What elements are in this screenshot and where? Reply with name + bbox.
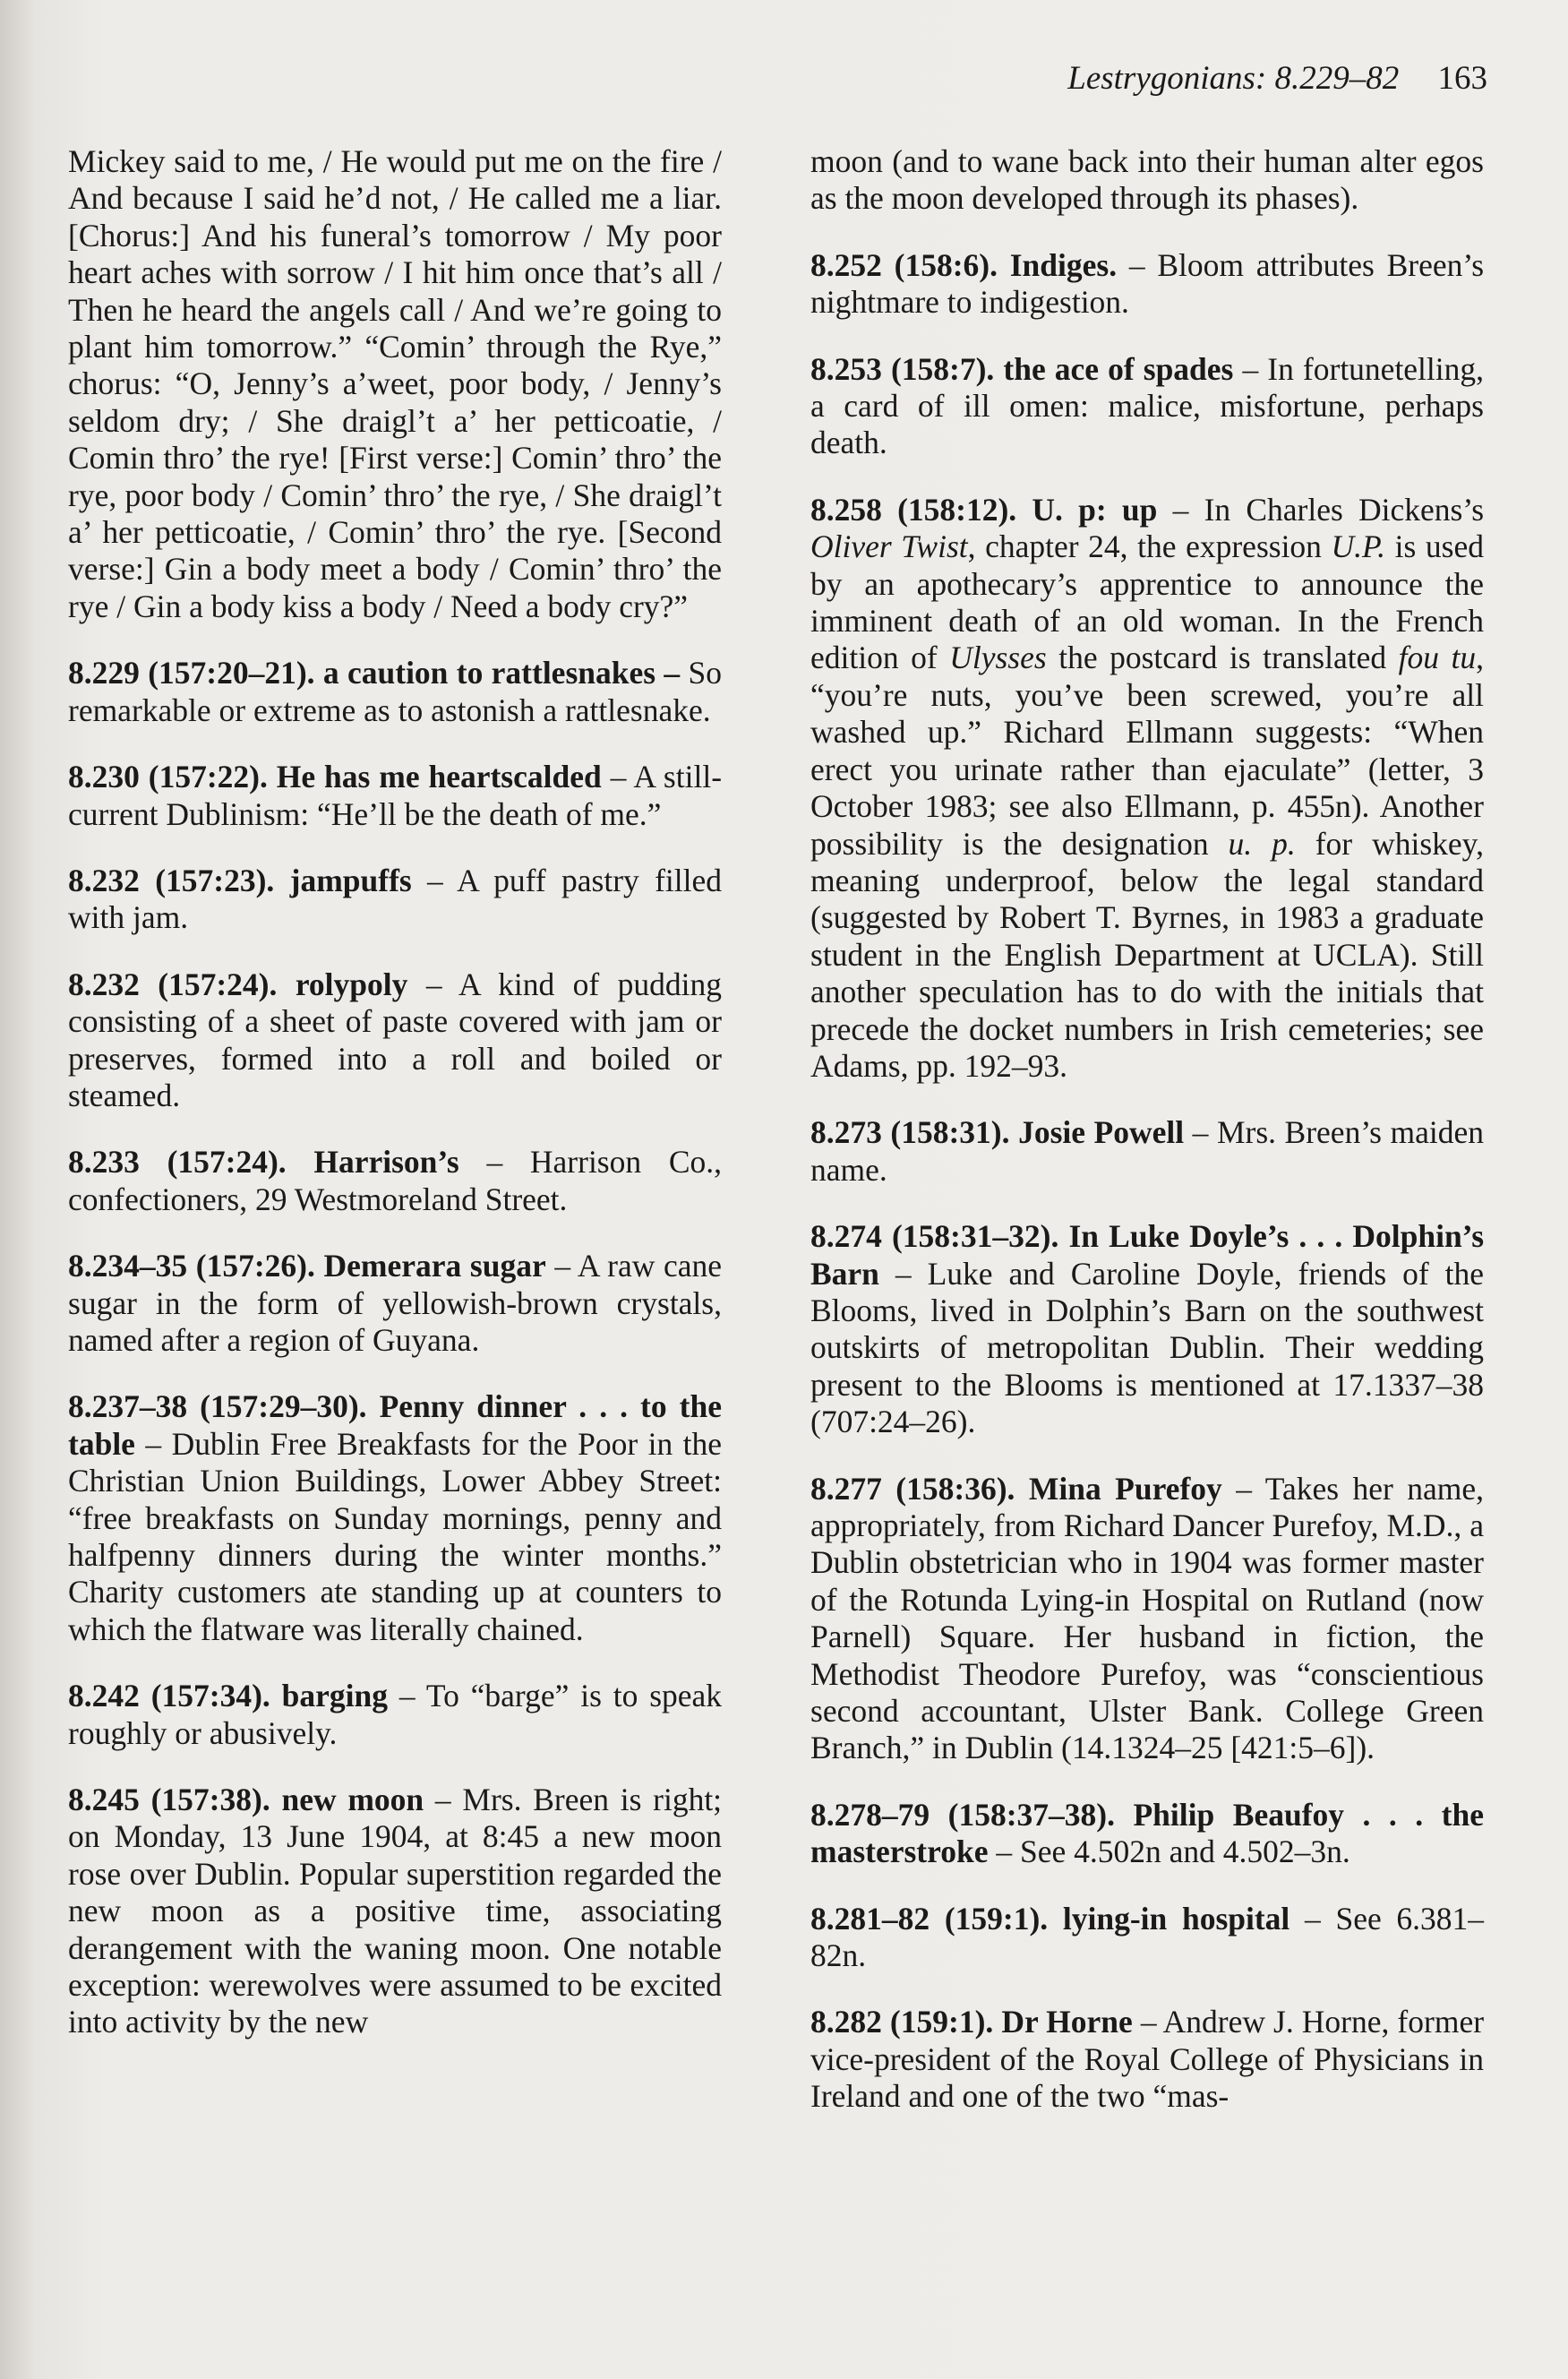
entry-gloss-italic: fou tu xyxy=(1398,640,1477,676)
entry-continuation xyxy=(68,143,722,625)
entry-ref: 8.233 (157:24). xyxy=(68,1144,287,1181)
entry-dash: – xyxy=(610,759,627,795)
entry-ref: 8.277 (158:36). xyxy=(810,1470,1015,1507)
entry-gloss: In Charles Dickens’s xyxy=(1204,491,1485,528)
entry-gloss-italic: u. p. xyxy=(1228,825,1296,862)
running-title: Lestrygonians: 8.229–82 xyxy=(1067,60,1400,97)
entry-gloss: the postcard is translated xyxy=(1046,640,1399,676)
entry-headword: Penny dinner . . . to the table xyxy=(68,1388,722,1462)
entry-dash: – xyxy=(1172,491,1189,528)
entry-gloss: A still-current Dublinism: “He’ll be the death of me.” xyxy=(68,759,723,832)
entry-headword: Demerara sugar xyxy=(323,1248,546,1284)
entry-gloss: So remarkable or extreme as to astonish a rattlesnake. xyxy=(68,655,723,728)
gloss-entry xyxy=(810,1114,1484,1189)
entry-headword: Indiges. xyxy=(1009,246,1118,283)
entry-continuation xyxy=(810,143,1484,218)
entry-ref: 8.253 (158:7). xyxy=(810,350,995,387)
entry-dash: – xyxy=(434,1782,451,1818)
page-number: 163 xyxy=(1437,60,1487,97)
entry-dash: – xyxy=(486,1144,503,1181)
entry-gloss: In fortunetelling, a card of ill omen: malice, misfortune, perhaps death. xyxy=(810,350,1485,461)
entry-ref: 8.230 (157:22). xyxy=(68,759,268,795)
gloss-entry xyxy=(810,1471,1484,1767)
entry-gloss: A puff pastry filled with jam. xyxy=(68,862,723,936)
entry-dash: – xyxy=(1305,1900,1321,1937)
gloss-entry xyxy=(810,492,1484,1086)
entry-ref: 8.245 (157:38). xyxy=(68,1782,270,1818)
entry-headword: jampuffs xyxy=(289,862,412,898)
entry-gloss: A raw cane sugar in the form of yellowish-brown crystals, named after a region of Guyana. xyxy=(68,1248,723,1358)
entry-gloss: Harrison Co., confectioners, 29 Westmoreland Street. xyxy=(68,1144,722,1217)
entry-ref: 8.232 (157:24). xyxy=(68,966,278,1002)
entry-dash: – xyxy=(145,1425,162,1462)
entry-ref: 8.232 (157:23). xyxy=(68,862,275,898)
entry-dash: – xyxy=(1242,350,1259,387)
entry-headword: the ace of spades xyxy=(1003,350,1234,387)
entry-dash: – xyxy=(996,1834,1013,1870)
entry-ref: 8.258 (158:12). xyxy=(810,491,1017,528)
entry-gloss: is used by an apothecary’s apprentice to announce the imminent death of an old woman. In the French edition of xyxy=(810,528,1484,676)
right-column xyxy=(810,143,1484,2145)
entry-headword: U. p: up xyxy=(1032,491,1158,528)
entry-gloss: A kind of pudding consisting of a sheet of paste covered with jam or preserves, formed into a roll and boiled or steamed. xyxy=(68,966,723,1113)
gloss-entry xyxy=(810,1797,1484,1871)
gloss-entry xyxy=(68,759,722,833)
gloss-entry xyxy=(68,1248,722,1359)
entry-gloss-italic: U.P. xyxy=(1331,528,1386,565)
entry-ref: 8.229 (157:20–21). xyxy=(68,655,315,691)
entry-ref: 8.278–79 (158:37–38). xyxy=(810,1796,1115,1833)
entry-headword: barging xyxy=(281,1678,389,1714)
entry-headword: lying-in hospital xyxy=(1062,1900,1290,1937)
entry-gloss-italic: Ulysses xyxy=(949,640,1047,676)
entry-dash: – xyxy=(1128,246,1145,283)
entry-gloss: Dublin Free Breakfasts for the Poor in the Christian Union Buildings, Lower Abbey Street: “free breakfasts on Sunday mornings, penny and halfpenny dinners during the winter months.” Charity customers ate standing up at counters to which the flatware was literally chained. xyxy=(68,1425,723,1647)
entry-headword: Josie Powell xyxy=(1018,1114,1185,1151)
gloss-entry xyxy=(810,1901,1484,1975)
entry-dash: – xyxy=(425,966,442,1002)
entry-headword: In Luke Doyle’s . . . Dolphin’s Barn xyxy=(810,1218,1485,1292)
entry-ref: 8.234–35 (157:26). xyxy=(68,1248,315,1284)
entry-ref: 8.274 (158:31–32). xyxy=(810,1218,1059,1255)
running-header xyxy=(1067,59,1487,99)
entry-gloss: Takes her name, appropriately, from Richard Dancer Purefoy, M.D., a Dublin obstetrician who in 1904 was former master of the Rotunda Lying-in Hospital on Rutland (now Parnell) Square. Her husband in fiction, the Methodist Theodore Purefoy, was “conscientious second accountant, Ulster Bank. College Green Branch,” in Dublin (14.1324–25 [421:5–6]). xyxy=(810,1470,1484,1766)
entry-headword: Dr Horne xyxy=(1001,2004,1133,2040)
entry-gloss: To “barge” is to speak roughly or abusively. xyxy=(68,1678,723,1751)
entry-dash: – xyxy=(1192,1114,1209,1151)
entry-dash: – xyxy=(1140,2004,1157,2040)
gloss-entry xyxy=(68,1678,722,1752)
entry-headword: a caution to rattlesnakes xyxy=(322,655,656,691)
entry-dash: – xyxy=(664,655,681,691)
gloss-entry xyxy=(68,966,722,1115)
continuation-text: Mickey said to me, / He would put me on the fire / And because I said he’d not, / He called me a liar. [Chorus:] And his funeral’s tomorrow / My poor heart aches with sorrow / I hit him once that’s all / Then he heard the angels call / And we’re going to plant him tomorrow.” “Comin’ through the Rye,” chorus: “O, Jenny’s a’weet, poor body, / Jenny’s seldom dry; / She draigl’t a’ her petticoatie, / Comin thro’ the rye! [First verse:] Comin’ thro’ the rye, poor body / Comin’ thro’ the rye, / She draigl’t a’ her petticoatie, / Comin’ thro’ the rye. [Second verse:] Gin a body meet a body / Comin’ thro’ the rye / Gin a body kiss a body / Need a body cry?” xyxy=(68,143,722,624)
entry-headword: Philip Beaufoy . . . the masterstroke xyxy=(810,1796,1485,1870)
entry-dash: – xyxy=(554,1248,571,1284)
entry-dash: – xyxy=(895,1255,912,1292)
entry-gloss: Mrs. Breen’s maiden name. xyxy=(810,1114,1485,1188)
entry-gloss: , chapter 24, the expression xyxy=(967,528,1332,565)
gloss-entry xyxy=(810,1218,1484,1440)
entry-gloss: Mrs. Breen is right; on Monday, 13 June 1904, at 8:45 a new moon rose over Dublin. Popular superstition regarded the new moon as a positive time, associating derangement with the waning moon. One notable exception: werewolves were assumed to be excited into activity by the new xyxy=(68,1782,723,2040)
entry-headword: Harrison’s xyxy=(313,1144,459,1181)
gloss-entry xyxy=(68,863,722,937)
gloss-entry xyxy=(810,247,1484,322)
entry-gloss: Luke and Caroline Doyle, friends of the Blooms, lived in Dolphin’s Barn on the southwest outskirts of metropolitan Dublin. Their wedding present to the Blooms is mentioned at 17.1337–38 (707:24–26). xyxy=(810,1255,1485,1440)
entry-headword: He has me heartscalded xyxy=(276,759,602,795)
entry-headword: new moon xyxy=(281,1782,424,1818)
continuation-text: moon (and to wane back into their human alter egos as the moon developed through its phases). xyxy=(810,143,1484,217)
gloss-entry xyxy=(810,351,1484,462)
gloss-entry xyxy=(68,1144,722,1218)
entry-ref: 8.282 (159:1). xyxy=(810,2004,994,2040)
gloss-entry xyxy=(68,655,722,729)
gloss-entry xyxy=(68,1388,722,1648)
entry-gloss-italic: Oliver Twist xyxy=(810,528,968,565)
entry-gloss: See 4.502n and 4.502–3n. xyxy=(1019,1834,1350,1870)
left-column xyxy=(68,143,722,2071)
entry-gloss: Bloom attributes Breen’s nightmare to indigestion. xyxy=(810,246,1485,321)
gloss-entry xyxy=(810,2004,1484,2115)
entry-gloss: Andrew J. Horne, former vice-president of the Royal College of Physicians in Ireland and one of the two “mas- xyxy=(810,2004,1485,2115)
entry-ref: 8.252 (158:6). xyxy=(810,246,998,283)
entry-dash: – xyxy=(1236,1470,1252,1507)
gloss-entry xyxy=(68,1782,722,2041)
entry-ref: 8.273 (158:31). xyxy=(810,1114,1010,1151)
entry-gloss: See 6.381–82n. xyxy=(810,1900,1485,1974)
entry-dash: – xyxy=(398,1678,416,1714)
entry-headword: Mina Purefoy xyxy=(1028,1470,1222,1507)
entry-headword: rolypoly xyxy=(295,966,408,1002)
entry-dash: – xyxy=(427,862,443,898)
entry-ref: 8.237–38 (157:29–30). xyxy=(68,1388,367,1425)
entry-gloss: for whiskey, meaning underproof, below the legal standard (suggested by Robert T. Byrnes, in 1983 a graduate student in the English Department at UCLA). Still another speculation has to do with the initials that precede the docket numbers in Irish cemeteries; see Adams, pp. 192–93. xyxy=(810,825,1484,1084)
entry-ref: 8.281–82 (159:1). xyxy=(810,1900,1049,1937)
entry-ref: 8.242 (157:34). xyxy=(68,1678,270,1714)
entry-gloss: , “you’re nuts, you’ve been screwed, you’re all washed up.” Richard Ellmann suggests: “When erect you urinate rather than ejaculate” (letter, 3 October 1983; see also Ellmann, p. 455n). Another possibility is the designation xyxy=(810,640,1484,862)
